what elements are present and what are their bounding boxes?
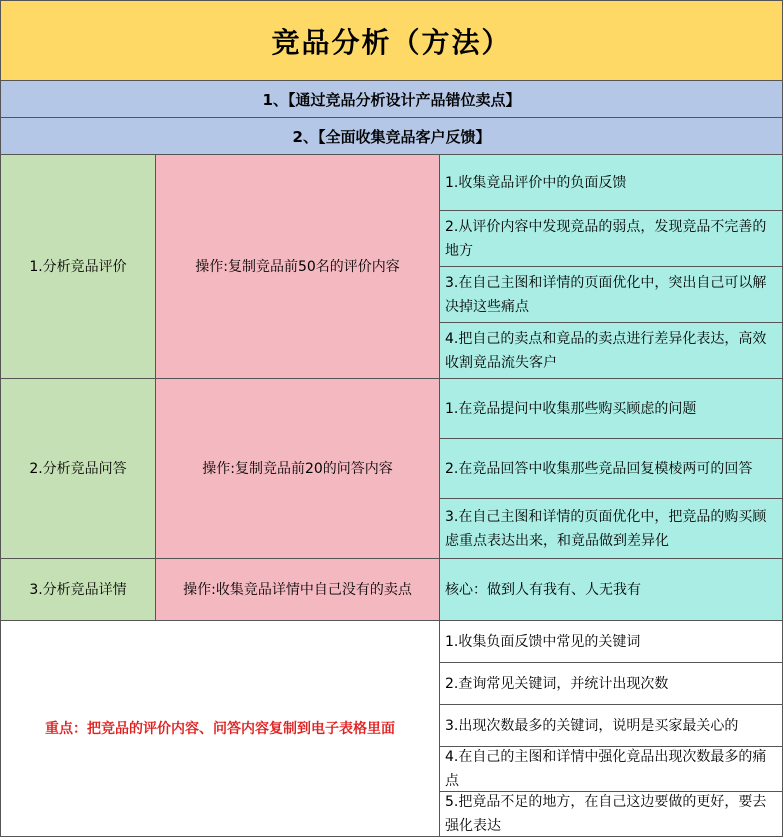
review-point-4: 4.把自己的卖点和竟品的卖点进行差异化表达，高效收割竟品流失客户 — [440, 323, 783, 379]
details-core-point: 核心：做到人有我有、人无我有 — [440, 559, 783, 621]
key-point-5: 5.把竟品不足的地方，在自己这边要做的更好，要去强化表达 — [440, 792, 783, 837]
section-operation-reviews: 操作:复制竞品前50名的评价内容 — [156, 155, 440, 379]
section-name-reviews: 1.分析竞品评价 — [0, 155, 156, 379]
page-title: 竞品分析（方法） — [0, 0, 783, 81]
section-name-details: 3.分析竞品详情 — [0, 559, 156, 621]
review-point-3: 3.在自己主图和详情的页面优化中，突出自己可以解决掉这些痛点 — [440, 267, 783, 323]
section-name-qa: 2.分析竞品问答 — [0, 379, 156, 559]
key-point-4: 4.在自己的主图和详情中强化竟品出现次数最多的痛点 — [440, 747, 783, 792]
qa-point-2: 2.在竞品回答中收集那些竞品回复模棱两可的回答 — [440, 439, 783, 499]
heading-1: 1、【通过竞品分析设计产品错位卖点】 — [0, 81, 783, 118]
section-operation-details: 操作:收集竞品详情中自己没有的卖点 — [156, 559, 440, 621]
section-operation-qa: 操作:复制竞品前20的问答内容 — [156, 379, 440, 559]
key-note: 重点：把竞品的评价内容、问答内容复制到电子表格里面 — [0, 621, 440, 837]
qa-point-1: 1.在竞品提问中收集那些购买顾虑的问题 — [440, 379, 783, 439]
review-point-2: 2.从评价内容中发现竞品的弱点，发现竞品不完善的地方 — [440, 211, 783, 267]
key-point-2: 2.查询常见关键词，并统计出现次数 — [440, 663, 783, 705]
qa-point-3: 3.在自己主图和详情的页面优化中，把竞品的购买顾虑重点表达出来，和竟品做到差异化 — [440, 499, 783, 559]
review-point-1: 1.收集竟品评价中的负面反馈 — [440, 155, 783, 211]
key-point-1: 1.收集负面反馈中常见的关键词 — [440, 621, 783, 663]
key-point-3: 3.出现次数最多的关键词，说明是买家最关心的 — [440, 705, 783, 747]
heading-2: 2、【全面收集竞品客户反馈】 — [0, 118, 783, 155]
